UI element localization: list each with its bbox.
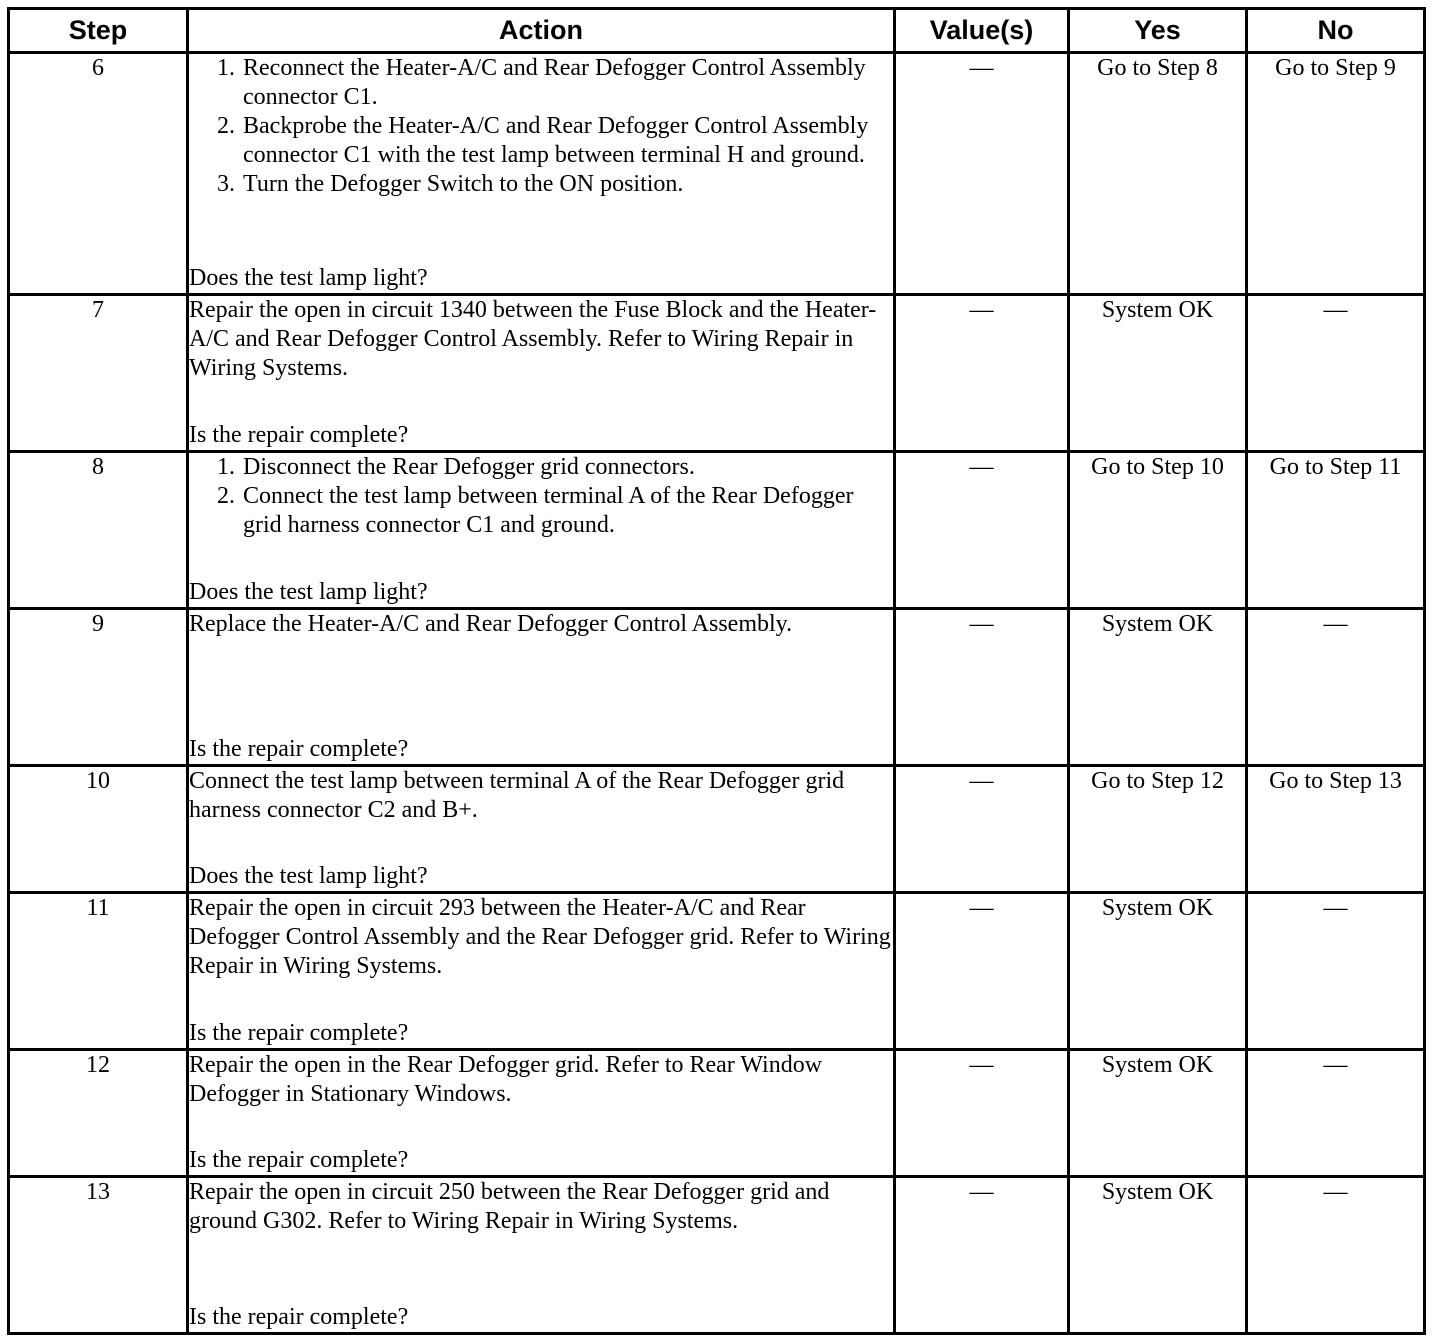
action-text: Repair the open in circuit 1340 between the Fuse Block and the Heater-A/C and Rear Defogger Control Assembly. Refer to Wiring Repair in Wiring Systems. [189, 297, 877, 381]
yes-cell: Go to Step 12 [1069, 766, 1247, 893]
yes-cell: System OK [1069, 295, 1247, 452]
table-row [9, 1177, 1425, 1334]
values-cell: — [895, 609, 1069, 766]
action-question: Is the repair complete? [189, 1020, 409, 1046]
no-cell: Go to Step 13 [1247, 766, 1425, 893]
action-steps [189, 453, 893, 540]
no-cell: — [1247, 1177, 1425, 1334]
yes-cell: System OK [1069, 1177, 1247, 1334]
no-cell: Go to Step 11 [1247, 452, 1425, 609]
action-cell [188, 1050, 895, 1177]
step-number: 9 [9, 609, 188, 766]
table-row [9, 766, 1425, 893]
action-question: Does the test lamp light? [189, 265, 428, 291]
header-yes: Yes [1069, 9, 1247, 53]
table-row [9, 609, 1425, 766]
values-cell: — [895, 452, 1069, 609]
values-cell: — [895, 1177, 1069, 1334]
action-cell [188, 1177, 895, 1334]
diagnostic-table [7, 7, 1426, 1335]
header-row [9, 9, 1425, 53]
action-question: Does the test lamp light? [189, 579, 428, 605]
values-cell: — [895, 1050, 1069, 1177]
no-cell: — [1247, 295, 1425, 452]
header-no: No [1247, 9, 1425, 53]
action-text: Repair the open in the Rear Defogger grid. Refer to Rear Window Defogger in Stationary Windows. [189, 1052, 823, 1107]
action-cell [188, 53, 895, 295]
table-row [9, 452, 1425, 609]
action-question: Is the repair complete? [189, 736, 409, 762]
action-step: 1. Disconnect the Rear Defogger grid connectors. [241, 453, 893, 482]
action-question: Is the repair complete? [189, 1147, 409, 1173]
action-text: Connect the test lamp between terminal A of the Rear Defogger grid harness connector C2 and B+. [189, 768, 845, 823]
yes-cell: Go to Step 8 [1069, 53, 1247, 295]
table-row [9, 53, 1425, 295]
header-values: Value(s) [895, 9, 1069, 53]
header-step: Step [9, 9, 188, 53]
header-action: Action [188, 9, 895, 53]
action-cell [188, 893, 895, 1050]
no-cell: — [1247, 893, 1425, 1050]
yes-cell: System OK [1069, 1050, 1247, 1177]
table-row [9, 295, 1425, 452]
no-cell: — [1247, 609, 1425, 766]
step-number: 12 [9, 1050, 188, 1177]
action-cell [188, 452, 895, 609]
step-number: 13 [9, 1177, 188, 1334]
action-cell [188, 766, 895, 893]
table-row [9, 893, 1425, 1050]
step-number: 8 [9, 452, 188, 609]
action-step: 2. Backprobe the Heater-A/C and Rear Defogger Control Assembly connector C1 with the test lamp between terminal H and ground. [241, 112, 893, 170]
values-cell: — [895, 295, 1069, 452]
action-cell [188, 609, 895, 766]
action-steps [189, 54, 893, 199]
yes-cell: System OK [1069, 893, 1247, 1050]
action-question: Does the test lamp light? [189, 863, 428, 889]
no-cell: — [1247, 1050, 1425, 1177]
step-number: 6 [9, 53, 188, 295]
values-cell: — [895, 53, 1069, 295]
action-step: 1. Reconnect the Heater-A/C and Rear Defogger Control Assembly connector C1. [241, 54, 893, 112]
action-question: Is the repair complete? [189, 1304, 409, 1330]
values-cell: — [895, 893, 1069, 1050]
step-number: 10 [9, 766, 188, 893]
action-text: Replace the Heater-A/C and Rear Defogger Control Assembly. [189, 611, 793, 637]
step-number: 7 [9, 295, 188, 452]
action-text: Repair the open in circuit 293 between the Heater-A/C and Rear Defogger Control Assembly and the Rear Defogger grid. Refer to Wiring Repair in Wiring Systems. [189, 895, 891, 979]
no-cell: Go to Step 9 [1247, 53, 1425, 295]
action-question: Is the repair complete? [189, 422, 409, 448]
action-step: 3. Turn the Defogger Switch to the ON position. [241, 170, 893, 199]
table-row [9, 1050, 1425, 1177]
action-cell [188, 295, 895, 452]
step-number: 11 [9, 893, 188, 1050]
yes-cell: System OK [1069, 609, 1247, 766]
yes-cell: Go to Step 10 [1069, 452, 1247, 609]
action-text: Repair the open in circuit 250 between the Rear Defogger grid and ground G302. Refer to Wiring Repair in Wiring Systems. [189, 1179, 830, 1234]
values-cell: — [895, 766, 1069, 893]
action-step: 2. Connect the test lamp between terminal A of the Rear Defogger grid harness connector C1 and ground. [241, 482, 893, 540]
